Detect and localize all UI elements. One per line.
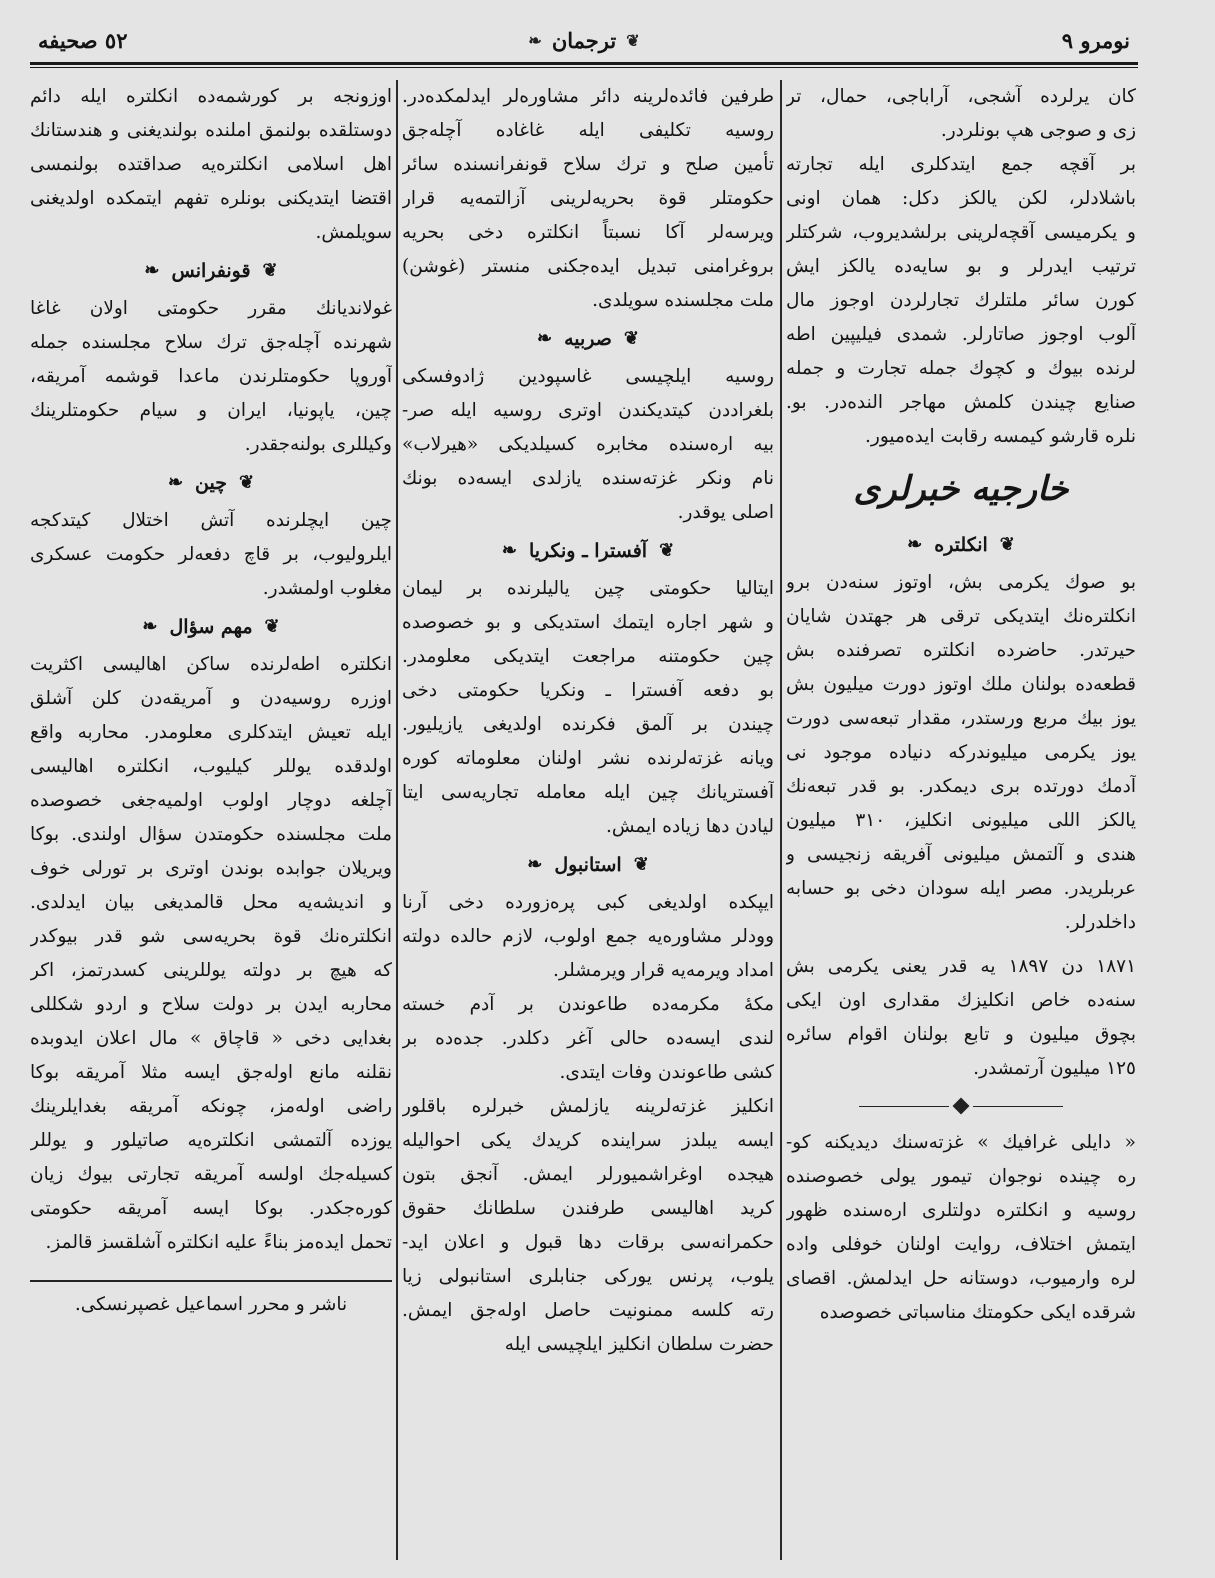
subheading-text: استانبول — [554, 854, 622, 876]
text-line: زى و صوجى هپ بونلردر. — [940, 120, 1136, 141]
separator-line — [973, 1106, 1063, 1107]
text-line: چيندن بر آلمق فكرنده اولديغى يازيليور. — [402, 714, 774, 735]
subheading-text: صربيه — [564, 328, 612, 350]
text-line: حكمرانه‌سى برقات دها قبول و اعلان ايد- — [402, 1232, 774, 1253]
text-line: تحمل ايده‌مز بناءً عليه انكلتره آشلقسز قالمز. — [45, 1232, 392, 1253]
text-line: وودلر مشاوره‌يه جمع اولوب، لازم حالده دولته — [402, 926, 774, 947]
text-line: نام ونكر غزته‌سنده يازلدى ايسه‌ده بونك — [402, 468, 774, 489]
page-number: ٥٢ صحيفه — [38, 28, 128, 53]
paragraph — [30, 648, 392, 1260]
text-line: كشى طاعوندن وفات ايتدى. — [559, 1062, 774, 1083]
ornament-icon: ❦ — [238, 472, 255, 493]
text-line: انكلتره اطه‌لرنده ساكن اهاليسى اكثريت — [30, 654, 392, 675]
diamond-icon — [953, 1098, 970, 1115]
paragraph — [402, 572, 774, 844]
column-divider — [780, 80, 782, 1560]
text-line: امداد ويرمه‌يه قرار ويرمشلر. — [552, 960, 774, 981]
ornament-icon: ❦ — [623, 328, 640, 349]
paragraph — [786, 1126, 1136, 1330]
text-line: غولانديانك مقرر حكومتى اولان غاغا — [30, 298, 392, 319]
text-line: يالكز اللى ميليونى انكليز، ٣١٠ ميليون — [786, 810, 1136, 831]
section-title: خارجيه خبرلرى — [853, 469, 1069, 509]
text-line: ترتيب ايدرلر و بو سايه‌ده يالكز ايش — [786, 256, 1136, 277]
text-line: تأمين صلح و ترك سلاح قونفرانسنده سائر — [402, 154, 774, 175]
text-line: عربلريدر. مصر ايله سودان دخى بو حسابه — [786, 878, 1136, 899]
text-line: راضى اوله‌مز، چونكه آمريقه بغدايلرينك — [30, 1096, 392, 1117]
text-line: هيجده اوغراشميورلر ايمش. آنجق بتون — [402, 1164, 774, 1185]
paragraph — [786, 566, 1136, 940]
page-header — [30, 22, 1138, 56]
text-line: ويرسه‌لر آكا نسبتاً انكلتره دخى بحريه — [402, 222, 774, 243]
text-line: آچلغه دوچار اولوب اولميه‌جغى خصوصده — [30, 790, 392, 811]
text-line: يوز يكرمى ميليوندركه دنياده موجود نى — [786, 742, 1136, 763]
subheading — [402, 318, 774, 360]
text-line: انكلتره‌نك ايتديكى ترقى هر جهتدن شايان — [786, 606, 1136, 627]
ornament-icon: ❧ — [527, 854, 543, 875]
text-line: كريد اهاليسى طرفندن سلطانك حقوق — [402, 1198, 774, 1219]
subheading — [30, 250, 392, 292]
text-line: روسيه و انكلتره دولتلرى اره‌سنده ظهور — [786, 1200, 1136, 1221]
text-line: ره چينده نوجوان تيمور يولى خصوصنده — [786, 1166, 1136, 1187]
text-line: اقتضا ايتديكنى بونلره تفهم ايتمكده اولديغنى — [30, 188, 392, 209]
text-line: حكومتلر قوة بحريه‌لرينى آزالتمه‌يه قرار — [402, 188, 774, 209]
ornament-icon: ❧ — [142, 616, 158, 637]
text-line: بروغرامنى تبديل ايده‌جكنى منستر (غوشن) — [402, 256, 774, 277]
text-line: حيرتدر. حاضرده انكلتره تصرفنده بش — [786, 640, 1136, 661]
text-line: اوزونجه بر كورشمه‌ده انكلتره ايله دائم — [30, 86, 392, 107]
text-line: « دايلى غرافيك » غزته‌سنك ديديكنه كو- — [786, 1132, 1136, 1153]
text-line: ملت مجلسنده سويلدى. — [592, 290, 774, 311]
text-line: ايپكده اولديغى كبى پره‌زورده دخى آرنا — [402, 892, 774, 913]
text-line: حضرت سلطان انكليز ايلچيسى ايله — [504, 1334, 774, 1355]
text-line: انكليز غزته‌لرينه يازلمش خبرلره باقلور — [402, 1096, 774, 1117]
text-line: كه هيچ بر دولته يوللرينى كسدرتمز، اكر — [30, 960, 392, 981]
paragraph — [402, 360, 774, 530]
subheading-text: مهم سؤال — [169, 616, 253, 638]
text-line: سويلمش. — [315, 222, 392, 243]
text-line: بلغراددن كيتديكندن اوترى روسيه ايله صر- — [402, 400, 774, 421]
text-line: اصلى يوقدر. — [677, 502, 774, 523]
subheading-text: انكلتره — [934, 534, 988, 556]
text-line: چين ايچلرنده آتش اختلال كيتدكجه — [30, 510, 392, 531]
text-line: و يكرميسى آقچه‌لرينى برلشديروب، شركتلر — [786, 222, 1136, 243]
masthead — [30, 28, 1138, 53]
column-right — [786, 80, 1136, 1560]
text-line: سنه‌ده خاص انكليزك مقدارى اون ايكى — [786, 990, 1136, 1011]
text-line: لرنده بيوك و كچوك جمله تجارت و جمله — [786, 358, 1136, 379]
column-divider — [396, 80, 398, 1560]
text-line: شهرنده آچله‌جق ترك سلاح مجلسنده جمله — [30, 332, 392, 353]
paragraph — [30, 504, 392, 606]
text-line: آلوب اوجوز صاتارلر. شمدى فيليپين اطه — [786, 324, 1136, 345]
ornament-icon: ❧ — [528, 31, 542, 50]
paragraph — [30, 292, 392, 462]
text-line: هندى و آلتمش ميليونى آفريقه زنجيسى و — [786, 844, 1136, 865]
text-line: كان يرلرده آشجى، آراباجى، حمال، تر — [786, 86, 1136, 107]
text-line: شرقده ايكى حكومتك مناسباتى خصوصده — [819, 1302, 1136, 1323]
separator-line — [859, 1106, 949, 1107]
ornament-icon: ❧ — [501, 540, 517, 561]
text-line: ١٨٧١ دن ١٨٩٧ يه قدر يعنى يكرمى بش — [786, 956, 1136, 977]
text-line: يلوب، پرنس يوركى جنابلرى استانبولى زيا — [402, 1266, 774, 1287]
text-line: نلره قارشو كيمسه رقابت ايده‌ميور. — [865, 426, 1136, 447]
text-line: ويانه غزته‌لرنده نشر اولنان معلوماته كوره — [402, 748, 774, 769]
subheading — [30, 462, 392, 504]
ornament-icon: ❧ — [144, 260, 160, 281]
text-line: چين حكومتنه مراجعت ايتديكى معلومدر. — [402, 646, 774, 667]
text-line: لندى ايسه‌ده حالى آغر دكلدر. جده‌ده بر — [402, 1028, 774, 1049]
text-line: محاربه ايدن بر دولت سلاح و اردو شكللى — [30, 994, 392, 1015]
text-line: مكهٔ مكرمه‌ده طاعوندن بر آدم خسته — [402, 994, 774, 1015]
publisher-line: ناشر و محرر اسماعيل غصپرنسكى. — [74, 1294, 348, 1315]
text-line: لره وارميوب، دوستانه حل ايدلمش. اقصاى — [786, 1268, 1136, 1289]
text-line: بيه اره‌سنده مخابره كسيلديكى «هيرلاب» — [402, 434, 774, 455]
text-line: اولدقده يوللر كيليوب، انكلتره اهاليسى — [30, 756, 392, 777]
text-line: ليادن دها زياده ايمش. — [605, 816, 774, 837]
paragraph — [786, 80, 1136, 148]
text-line: صنايع چيندن كلمش مهاجر الندەدر. بو. — [786, 392, 1136, 413]
text-line: ايتمش اختلاف، روايت اولنان خوفلى واده — [786, 1234, 1136, 1255]
paragraph — [402, 80, 774, 318]
text-line: و شهر اجاره ايتمك استديكى و بو خصوصده — [402, 612, 774, 633]
paragraph — [402, 1090, 774, 1362]
ornament-icon: ❧ — [167, 472, 184, 493]
text-line: آوروپا حكومتلرندن ماعدا قوشمه آمريقه، — [30, 366, 392, 387]
paragraph — [786, 148, 1136, 454]
ornament-icon: ❦ — [262, 260, 278, 281]
text-line: باشلادلر، لكن يالكز دكل: همان اونى — [786, 188, 1136, 209]
text-line: كورن سائر ملتلرك تجارلردن اوجوز مال — [786, 290, 1136, 311]
issue-number: نومرو ۹ — [1061, 28, 1130, 53]
column-middle — [402, 80, 774, 1560]
separator — [786, 1086, 1136, 1126]
text-line: دوستلقده بولنمق املنده بولنديغنى و هندستانك — [30, 120, 392, 141]
paragraph — [786, 950, 1136, 1086]
text-line: بو صوك يكرمى بش، اوتوز سنه‌دن برو — [786, 572, 1136, 593]
paragraph — [402, 988, 774, 1090]
text-line: كوره‌جكدر. بوكا ايسه آمريقه حكومتى — [30, 1198, 392, 1219]
text-line: چين، ياپونيا، ايران و سيام حكومتلرينك — [30, 400, 392, 421]
text-line: ايتاليا حكومتى چين ياليلرنده بر ليمان — [402, 578, 774, 599]
text-line: ايلروليوب، بر قاچ دفعه‌لر حكومت عسكرى — [30, 544, 392, 565]
ornament-icon: ❧ — [537, 328, 553, 349]
text-line: ايله تعيش ايتدكلرى معلومدر. محاربه واقع — [30, 722, 392, 743]
text-line: ويريلان جوابده بوندن اوترى بر تورلى خوف — [30, 858, 392, 879]
text-line: ملت مجلسنده حكومتدن سؤال اولندى. بوكا — [30, 824, 392, 845]
text-line: رته كلسه ممنونيت حاصل اوله‌جق ايمش. — [402, 1300, 774, 1321]
ornament-icon: ❦ — [264, 616, 280, 637]
ornament-icon: ❦ — [659, 540, 675, 561]
paragraph — [402, 886, 774, 988]
text-line: داخلدرلر. — [1064, 912, 1136, 933]
text-line: روسيه ايلچيسى غاسپودين ژادوفسكى — [402, 366, 774, 387]
text-line: قطعه‌ده بولنان ملك اوتوز دورت ميليون بش — [786, 674, 1136, 695]
text-line: ١٢٥ ميليون آرتمشدر. — [973, 1058, 1136, 1079]
text-line: اوزره روسيه‌دن و آمريقه‌دن كلن آشلق — [30, 688, 392, 709]
text-line: يوزده آلتمشى انكلتره‌يه صاتيلور و يوللر — [30, 1130, 392, 1151]
text-line: وكيللرى بولنه‌جقدر. — [244, 434, 392, 455]
footer-rule — [30, 1280, 392, 1282]
ornament-icon: ❧ — [907, 534, 923, 555]
text-line: بر آقچه جمع ايتدكلرى ايله تجارته — [786, 154, 1136, 175]
text-line: و انديشه‌يه محل قالمديغى بيان ايدلدى. — [30, 892, 392, 913]
newspaper-title: ترجمان — [551, 28, 617, 53]
text-line: آدمك دورتده برى ديمكدر. بو قدر تبعه‌نك — [786, 776, 1136, 797]
text-line: بو دفعه آفسترا ـ ونكريا حكومتى دخى — [402, 680, 774, 701]
text-line: اهل اسلامى انكلتره‌يه صداقتده بولنمسى — [30, 154, 392, 175]
ornament-icon: ❦ — [999, 534, 1015, 555]
column-left — [30, 80, 392, 1560]
text-line: مغلوب اولمشدر. — [262, 578, 392, 599]
subheading — [402, 844, 774, 886]
ornament-icon: ❦ — [626, 31, 640, 50]
text-line: طرفين فائده‌لرينه دائر مشاوره‌لر ايدلمكده‌در. — [402, 86, 774, 107]
subheading — [786, 524, 1136, 566]
header-rule — [30, 62, 1138, 65]
subheading-text: آفسترا ـ ونكريا — [528, 540, 648, 562]
text-line: روسيه تكليفى ايله غاغاده آچله‌جق — [402, 120, 774, 141]
text-line: نقلنه مانع اوله‌جق ايسه مثلا آمريقه بوكا — [30, 1062, 392, 1083]
subheading-text: چين — [195, 472, 227, 494]
text-line: آفستريانك چين ايله معامله تجاريه‌سى ايتا — [402, 782, 774, 803]
subheading-text: قونفرانس — [171, 260, 251, 282]
text-line: بغدايى دخى « قاچاق » مال اعلان ايدوبده — [30, 1028, 392, 1049]
text-line: يوز بيك مربع ورستدر، مقدار تبعه‌سى دورت — [786, 708, 1136, 729]
text-line: كسيله‌جك اولسه آمريقه تجارتى بيوك زيان — [30, 1164, 392, 1185]
header-rule-thin — [30, 67, 1138, 68]
text-line: ايسه يبلدز سراينده كريدك يكى احواليله — [402, 1130, 774, 1151]
subheading — [30, 606, 392, 648]
ornament-icon: ❦ — [633, 854, 649, 875]
paragraph — [30, 80, 392, 250]
text-line: انكلتره‌نك قوة بحريه‌سى شو قدر بيوكدر — [30, 926, 392, 947]
subheading — [402, 530, 774, 572]
text-line: بچوق ميليون و تابع بولنان اقوام سائره — [786, 1024, 1136, 1045]
